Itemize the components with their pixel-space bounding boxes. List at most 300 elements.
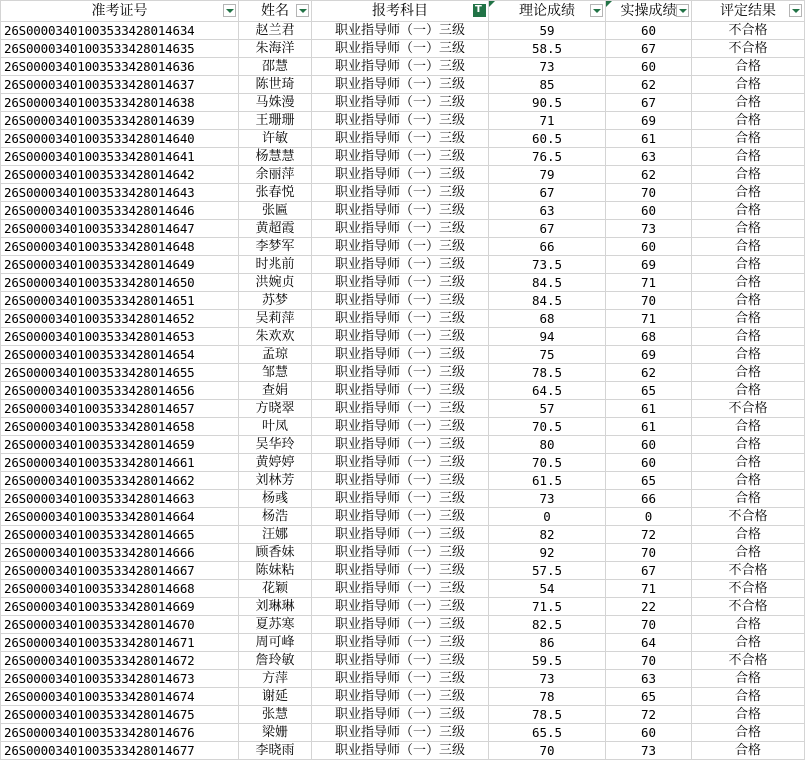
theory-score-cell[interactable]: 67 — [489, 184, 606, 202]
exam-id-cell[interactable]: 26S00003401003533428014667 — [1, 562, 239, 580]
result-cell[interactable]: 不合格 — [692, 598, 805, 616]
exam-id-cell[interactable]: 26S00003401003533428014635 — [1, 40, 239, 58]
result-cell[interactable]: 合格 — [692, 256, 805, 274]
subject-cell[interactable]: 职业指导师（一）三级 — [312, 256, 489, 274]
name-cell[interactable]: 苏梦 — [239, 292, 312, 310]
practice-score-cell[interactable]: 60 — [606, 58, 692, 76]
subject-cell[interactable]: 职业指导师（一）三级 — [312, 166, 489, 184]
name-cell[interactable]: 夏苏寒 — [239, 616, 312, 634]
name-cell[interactable]: 谢延 — [239, 688, 312, 706]
result-cell[interactable]: 不合格 — [692, 562, 805, 580]
subject-cell[interactable]: 职业指导师（一）三级 — [312, 616, 489, 634]
theory-score-cell[interactable]: 73 — [489, 670, 606, 688]
practice-score-cell[interactable]: 71 — [606, 310, 692, 328]
subject-cell[interactable]: 职业指导师（一）三级 — [312, 634, 489, 652]
practice-score-cell[interactable]: 67 — [606, 562, 692, 580]
result-cell[interactable]: 合格 — [692, 688, 805, 706]
theory-score-cell[interactable]: 82.5 — [489, 616, 606, 634]
name-cell[interactable]: 王珊珊 — [239, 112, 312, 130]
result-cell[interactable]: 合格 — [692, 94, 805, 112]
table-row[interactable] — [1, 562, 805, 580]
table-row[interactable] — [1, 526, 805, 544]
name-cell[interactable]: 陈妹粘 — [239, 562, 312, 580]
theory-score-cell[interactable]: 80 — [489, 436, 606, 454]
exam-id-cell[interactable]: 26S00003401003533428014664 — [1, 508, 239, 526]
theory-score-cell[interactable]: 90.5 — [489, 94, 606, 112]
name-cell[interactable]: 周可峰 — [239, 634, 312, 652]
exam-id-cell[interactable]: 26S00003401003533428014639 — [1, 112, 239, 130]
name-cell[interactable]: 张春悦 — [239, 184, 312, 202]
theory-score-cell[interactable]: 68 — [489, 310, 606, 328]
name-cell[interactable]: 花颖 — [239, 580, 312, 598]
subject-cell[interactable]: 职业指导师（一）三级 — [312, 364, 489, 382]
theory-score-cell[interactable]: 79 — [489, 166, 606, 184]
exam-id-cell[interactable]: 26S00003401003533428014669 — [1, 598, 239, 616]
subject-cell[interactable]: 职业指导师（一）三级 — [312, 706, 489, 724]
practice-score-cell[interactable]: 61 — [606, 400, 692, 418]
practice-score-cell[interactable]: 60 — [606, 22, 692, 40]
theory-score-cell[interactable]: 59.5 — [489, 652, 606, 670]
name-cell[interactable]: 詹玲敏 — [239, 652, 312, 670]
result-cell[interactable]: 合格 — [692, 526, 805, 544]
header-subject[interactable] — [312, 1, 489, 22]
name-cell[interactable]: 杨浩 — [239, 508, 312, 526]
table-row[interactable] — [1, 490, 805, 508]
result-cell[interactable]: 合格 — [692, 364, 805, 382]
practice-score-cell[interactable]: 60 — [606, 202, 692, 220]
name-cell[interactable]: 顾香妹 — [239, 544, 312, 562]
subject-cell[interactable]: 职业指导师（一）三级 — [312, 580, 489, 598]
practice-score-cell[interactable]: 60 — [606, 436, 692, 454]
result-cell[interactable]: 合格 — [692, 436, 805, 454]
table-row[interactable] — [1, 274, 805, 292]
theory-score-cell[interactable]: 66 — [489, 238, 606, 256]
result-cell[interactable]: 合格 — [692, 454, 805, 472]
table-row[interactable] — [1, 58, 805, 76]
practice-score-cell[interactable]: 65 — [606, 382, 692, 400]
subject-cell[interactable]: 职业指导师（一）三级 — [312, 526, 489, 544]
exam-id-cell[interactable]: 26S00003401003533428014666 — [1, 544, 239, 562]
theory-score-cell[interactable]: 78.5 — [489, 706, 606, 724]
exam-id-cell[interactable]: 26S00003401003533428014672 — [1, 652, 239, 670]
subject-cell[interactable]: 职业指导师（一）三级 — [312, 346, 489, 364]
result-cell[interactable]: 合格 — [692, 670, 805, 688]
exam-id-cell[interactable]: 26S00003401003533428014654 — [1, 346, 239, 364]
subject-cell[interactable]: 职业指导师（一）三级 — [312, 436, 489, 454]
practice-score-cell[interactable]: 71 — [606, 580, 692, 598]
subject-cell[interactable]: 职业指导师（一）三级 — [312, 310, 489, 328]
subject-cell[interactable]: 职业指导师（一）三级 — [312, 490, 489, 508]
table-row[interactable] — [1, 724, 805, 742]
name-cell[interactable]: 张慧 — [239, 706, 312, 724]
table-row[interactable] — [1, 130, 805, 148]
subject-cell[interactable]: 职业指导师（一）三级 — [312, 112, 489, 130]
subject-cell[interactable]: 职业指导师（一）三级 — [312, 508, 489, 526]
table-row[interactable] — [1, 634, 805, 652]
exam-id-cell[interactable]: 26S00003401003533428014671 — [1, 634, 239, 652]
name-cell[interactable]: 朱欢欢 — [239, 328, 312, 346]
result-cell[interactable]: 合格 — [692, 58, 805, 76]
result-cell[interactable]: 合格 — [692, 202, 805, 220]
result-cell[interactable]: 合格 — [692, 634, 805, 652]
exam-id-cell[interactable]: 26S00003401003533428014674 — [1, 688, 239, 706]
theory-score-cell[interactable]: 60.5 — [489, 130, 606, 148]
exam-id-cell[interactable]: 26S00003401003533428014638 — [1, 94, 239, 112]
name-cell[interactable]: 刘琳琳 — [239, 598, 312, 616]
name-cell[interactable]: 吴莉萍 — [239, 310, 312, 328]
practice-score-cell[interactable]: 70 — [606, 652, 692, 670]
exam-id-cell[interactable]: 26S00003401003533428014646 — [1, 202, 239, 220]
practice-score-cell[interactable]: 73 — [606, 742, 692, 760]
practice-score-cell[interactable]: 72 — [606, 706, 692, 724]
result-cell[interactable]: 合格 — [692, 76, 805, 94]
practice-score-cell[interactable]: 66 — [606, 490, 692, 508]
name-cell[interactable]: 孟琼 — [239, 346, 312, 364]
subject-cell[interactable]: 职业指导师（一）三级 — [312, 598, 489, 616]
practice-score-cell[interactable]: 63 — [606, 670, 692, 688]
exam-id-cell[interactable]: 26S00003401003533428014677 — [1, 742, 239, 760]
header-practice[interactable] — [606, 1, 692, 22]
table-row[interactable] — [1, 220, 805, 238]
exam-id-cell[interactable]: 26S00003401003533428014642 — [1, 166, 239, 184]
result-cell[interactable]: 合格 — [692, 238, 805, 256]
table-row[interactable] — [1, 22, 805, 40]
theory-score-cell[interactable]: 61.5 — [489, 472, 606, 490]
header-result[interactable] — [692, 1, 805, 22]
theory-score-cell[interactable]: 64.5 — [489, 382, 606, 400]
practice-score-cell[interactable]: 62 — [606, 76, 692, 94]
practice-score-cell[interactable]: 22 — [606, 598, 692, 616]
subject-cell[interactable]: 职业指导师（一）三级 — [312, 22, 489, 40]
subject-cell[interactable]: 职业指导师（一）三级 — [312, 184, 489, 202]
theory-score-cell[interactable]: 57.5 — [489, 562, 606, 580]
name-cell[interactable]: 查娟 — [239, 382, 312, 400]
subject-cell[interactable]: 职业指导师（一）三级 — [312, 652, 489, 670]
name-cell[interactable]: 马姝漫 — [239, 94, 312, 112]
subject-cell[interactable]: 职业指导师（一）三级 — [312, 292, 489, 310]
exam-id-cell[interactable]: 26S00003401003533428014634 — [1, 22, 239, 40]
table-row[interactable] — [1, 184, 805, 202]
practice-score-cell[interactable]: 60 — [606, 454, 692, 472]
practice-score-cell[interactable]: 67 — [606, 40, 692, 58]
subject-cell[interactable]: 职业指导师（一）三级 — [312, 130, 489, 148]
result-cell[interactable]: 合格 — [692, 274, 805, 292]
filter-active-icon[interactable]: T — [473, 4, 486, 17]
subject-cell[interactable]: 职业指导师（一）三级 — [312, 454, 489, 472]
result-cell[interactable]: 合格 — [692, 418, 805, 436]
exam-id-cell[interactable]: 26S00003401003533428014643 — [1, 184, 239, 202]
table-row[interactable] — [1, 418, 805, 436]
practice-score-cell[interactable]: 64 — [606, 634, 692, 652]
name-cell[interactable]: 黄超霞 — [239, 220, 312, 238]
exam-id-cell[interactable]: 26S00003401003533428014647 — [1, 220, 239, 238]
result-cell[interactable]: 不合格 — [692, 580, 805, 598]
practice-score-cell[interactable]: 60 — [606, 724, 692, 742]
practice-score-cell[interactable]: 70 — [606, 184, 692, 202]
theory-score-cell[interactable]: 67 — [489, 220, 606, 238]
theory-score-cell[interactable]: 70.5 — [489, 418, 606, 436]
subject-cell[interactable]: 职业指导师（一）三级 — [312, 40, 489, 58]
practice-score-cell[interactable]: 70 — [606, 616, 692, 634]
subject-cell[interactable]: 职业指导师（一）三级 — [312, 418, 489, 436]
name-cell[interactable]: 黄婷婷 — [239, 454, 312, 472]
theory-score-cell[interactable]: 54 — [489, 580, 606, 598]
exam-id-cell[interactable]: 26S00003401003533428014652 — [1, 310, 239, 328]
subject-cell[interactable]: 职业指导师（一）三级 — [312, 148, 489, 166]
result-cell[interactable]: 不合格 — [692, 40, 805, 58]
theory-score-cell[interactable]: 73.5 — [489, 256, 606, 274]
result-cell[interactable]: 合格 — [692, 490, 805, 508]
theory-score-cell[interactable]: 71.5 — [489, 598, 606, 616]
subject-cell[interactable]: 职业指导师（一）三级 — [312, 400, 489, 418]
subject-cell[interactable]: 职业指导师（一）三级 — [312, 94, 489, 112]
practice-score-cell[interactable]: 63 — [606, 148, 692, 166]
result-cell[interactable]: 合格 — [692, 310, 805, 328]
theory-score-cell[interactable]: 73 — [489, 490, 606, 508]
theory-score-cell[interactable]: 94 — [489, 328, 606, 346]
result-cell[interactable]: 合格 — [692, 184, 805, 202]
subject-cell[interactable]: 职业指导师（一）三级 — [312, 382, 489, 400]
practice-score-cell[interactable]: 69 — [606, 256, 692, 274]
subject-cell[interactable]: 职业指导师（一）三级 — [312, 544, 489, 562]
exam-id-cell[interactable]: 26S00003401003533428014656 — [1, 382, 239, 400]
table-row[interactable] — [1, 454, 805, 472]
theory-score-cell[interactable]: 78 — [489, 688, 606, 706]
result-cell[interactable]: 合格 — [692, 706, 805, 724]
exam-id-cell[interactable]: 26S00003401003533428014657 — [1, 400, 239, 418]
table-row[interactable] — [1, 148, 805, 166]
theory-score-cell[interactable]: 63 — [489, 202, 606, 220]
practice-score-cell[interactable]: 69 — [606, 112, 692, 130]
practice-score-cell[interactable]: 73 — [606, 220, 692, 238]
theory-score-cell[interactable]: 92 — [489, 544, 606, 562]
chevron-down-icon[interactable] — [296, 4, 309, 17]
exam-id-cell[interactable]: 26S00003401003533428014653 — [1, 328, 239, 346]
result-cell[interactable]: 合格 — [692, 472, 805, 490]
result-cell[interactable]: 合格 — [692, 742, 805, 760]
subject-cell[interactable]: 职业指导师（一）三级 — [312, 220, 489, 238]
theory-score-cell[interactable]: 70.5 — [489, 454, 606, 472]
name-cell[interactable]: 朱海洋 — [239, 40, 312, 58]
table-row[interactable] — [1, 436, 805, 454]
exam-id-cell[interactable]: 26S00003401003533428014650 — [1, 274, 239, 292]
theory-score-cell[interactable]: 84.5 — [489, 274, 606, 292]
exam-id-cell[interactable]: 26S00003401003533428014648 — [1, 238, 239, 256]
exam-id-cell[interactable]: 26S00003401003533428014662 — [1, 472, 239, 490]
theory-score-cell[interactable]: 57 — [489, 400, 606, 418]
name-cell[interactable]: 杨彧 — [239, 490, 312, 508]
table-row[interactable] — [1, 202, 805, 220]
result-cell[interactable]: 合格 — [692, 346, 805, 364]
theory-score-cell[interactable]: 65.5 — [489, 724, 606, 742]
name-cell[interactable]: 陈世琦 — [239, 76, 312, 94]
practice-score-cell[interactable]: 71 — [606, 274, 692, 292]
exam-id-cell[interactable]: 26S00003401003533428014658 — [1, 418, 239, 436]
theory-score-cell[interactable]: 85 — [489, 76, 606, 94]
exam-id-cell[interactable]: 26S00003401003533428014675 — [1, 706, 239, 724]
name-cell[interactable]: 邹慧 — [239, 364, 312, 382]
name-cell[interactable]: 赵兰君 — [239, 22, 312, 40]
practice-score-cell[interactable]: 65 — [606, 688, 692, 706]
table-row[interactable] — [1, 166, 805, 184]
name-cell[interactable]: 汪娜 — [239, 526, 312, 544]
theory-score-cell[interactable]: 70 — [489, 742, 606, 760]
result-cell[interactable]: 合格 — [692, 382, 805, 400]
table-row[interactable] — [1, 382, 805, 400]
result-cell[interactable]: 合格 — [692, 544, 805, 562]
practice-score-cell[interactable]: 61 — [606, 418, 692, 436]
practice-score-cell[interactable]: 70 — [606, 292, 692, 310]
exam-id-cell[interactable]: 26S00003401003533428014651 — [1, 292, 239, 310]
table-row[interactable] — [1, 652, 805, 670]
table-row[interactable] — [1, 580, 805, 598]
subject-cell[interactable]: 职业指导师（一）三级 — [312, 76, 489, 94]
exam-id-cell[interactable]: 26S00003401003533428014661 — [1, 454, 239, 472]
result-cell[interactable]: 合格 — [692, 130, 805, 148]
subject-cell[interactable]: 职业指导师（一）三级 — [312, 58, 489, 76]
name-cell[interactable]: 叶凤 — [239, 418, 312, 436]
practice-score-cell[interactable]: 65 — [606, 472, 692, 490]
practice-score-cell[interactable]: 72 — [606, 526, 692, 544]
subject-cell[interactable]: 职业指导师（一）三级 — [312, 688, 489, 706]
practice-score-cell[interactable]: 69 — [606, 346, 692, 364]
exam-id-cell[interactable]: 26S00003401003533428014676 — [1, 724, 239, 742]
name-cell[interactable]: 杨慧慧 — [239, 148, 312, 166]
exam-id-cell[interactable]: 26S00003401003533428014673 — [1, 670, 239, 688]
subject-cell[interactable]: 职业指导师（一）三级 — [312, 724, 489, 742]
result-cell[interactable]: 合格 — [692, 220, 805, 238]
practice-score-cell[interactable]: 62 — [606, 166, 692, 184]
table-row[interactable] — [1, 256, 805, 274]
name-cell[interactable]: 吴华玲 — [239, 436, 312, 454]
practice-score-cell[interactable]: 0 — [606, 508, 692, 526]
subject-cell[interactable]: 职业指导师（一）三级 — [312, 238, 489, 256]
header-name[interactable] — [239, 1, 312, 22]
table-row[interactable] — [1, 346, 805, 364]
table-row[interactable] — [1, 688, 805, 706]
theory-score-cell[interactable]: 71 — [489, 112, 606, 130]
exam-id-cell[interactable]: 26S00003401003533428014670 — [1, 616, 239, 634]
theory-score-cell[interactable]: 86 — [489, 634, 606, 652]
subject-cell[interactable]: 职业指导师（一）三级 — [312, 202, 489, 220]
exam-id-cell[interactable]: 26S00003401003533428014640 — [1, 130, 239, 148]
chevron-down-icon[interactable] — [223, 4, 236, 17]
exam-id-cell[interactable]: 26S00003401003533428014637 — [1, 76, 239, 94]
header-exam-id[interactable] — [1, 1, 239, 22]
result-cell[interactable]: 合格 — [692, 166, 805, 184]
table-row[interactable] — [1, 238, 805, 256]
name-cell[interactable]: 梁姗 — [239, 724, 312, 742]
result-cell[interactable]: 不合格 — [692, 400, 805, 418]
header-row — [1, 1, 805, 22]
table-row[interactable] — [1, 364, 805, 382]
chevron-down-icon[interactable] — [789, 4, 802, 17]
name-cell[interactable]: 邵慧 — [239, 58, 312, 76]
theory-score-cell[interactable]: 59 — [489, 22, 606, 40]
theory-score-cell[interactable]: 0 — [489, 508, 606, 526]
name-cell[interactable]: 方晓翠 — [239, 400, 312, 418]
exam-id-cell[interactable]: 26S00003401003533428014649 — [1, 256, 239, 274]
table-row[interactable] — [1, 544, 805, 562]
subject-cell[interactable]: 职业指导师（一）三级 — [312, 274, 489, 292]
table-row[interactable] — [1, 76, 805, 94]
theory-score-cell[interactable]: 82 — [489, 526, 606, 544]
subject-cell[interactable]: 职业指导师（一）三级 — [312, 742, 489, 760]
subject-cell[interactable]: 职业指导师（一）三级 — [312, 670, 489, 688]
exam-id-cell[interactable]: 26S00003401003533428014665 — [1, 526, 239, 544]
header-theory[interactable] — [489, 1, 606, 22]
theory-score-cell[interactable]: 84.5 — [489, 292, 606, 310]
result-cell[interactable]: 合格 — [692, 112, 805, 130]
table-row[interactable] — [1, 328, 805, 346]
practice-score-cell[interactable]: 70 — [606, 544, 692, 562]
table-row[interactable] — [1, 472, 805, 490]
practice-score-cell[interactable]: 62 — [606, 364, 692, 382]
subject-cell[interactable]: 职业指导师（一）三级 — [312, 562, 489, 580]
name-cell[interactable]: 李梦军 — [239, 238, 312, 256]
table-row[interactable] — [1, 400, 805, 418]
name-cell[interactable]: 李晓雨 — [239, 742, 312, 760]
table-row[interactable] — [1, 598, 805, 616]
result-cell[interactable]: 合格 — [692, 328, 805, 346]
table-row[interactable] — [1, 40, 805, 58]
exam-id-cell[interactable]: 26S00003401003533428014641 — [1, 148, 239, 166]
name-cell[interactable]: 时兆前 — [239, 256, 312, 274]
table-row[interactable] — [1, 508, 805, 526]
result-cell[interactable]: 不合格 — [692, 22, 805, 40]
result-cell[interactable]: 合格 — [692, 148, 805, 166]
practice-score-cell[interactable]: 60 — [606, 238, 692, 256]
result-cell[interactable]: 不合格 — [692, 652, 805, 670]
name-cell[interactable]: 许敏 — [239, 130, 312, 148]
table-row[interactable] — [1, 670, 805, 688]
practice-score-cell[interactable]: 68 — [606, 328, 692, 346]
exam-id-cell[interactable]: 26S00003401003533428014668 — [1, 580, 239, 598]
exam-id-cell[interactable]: 26S00003401003533428014663 — [1, 490, 239, 508]
name-cell[interactable]: 余丽萍 — [239, 166, 312, 184]
result-cell[interactable]: 合格 — [692, 724, 805, 742]
name-cell[interactable]: 张匾 — [239, 202, 312, 220]
table-row[interactable] — [1, 742, 805, 760]
name-cell[interactable]: 刘林芳 — [239, 472, 312, 490]
subject-cell[interactable]: 职业指导师（一）三级 — [312, 328, 489, 346]
exam-id-cell[interactable]: 26S00003401003533428014636 — [1, 58, 239, 76]
table-row[interactable] — [1, 706, 805, 724]
theory-score-cell[interactable]: 78.5 — [489, 364, 606, 382]
table-row[interactable] — [1, 292, 805, 310]
chevron-down-icon[interactable] — [676, 4, 689, 17]
table-row[interactable] — [1, 310, 805, 328]
table-row[interactable] — [1, 94, 805, 112]
result-cell[interactable]: 不合格 — [692, 508, 805, 526]
exam-id-cell[interactable]: 26S00003401003533428014659 — [1, 436, 239, 454]
theory-score-cell[interactable]: 76.5 — [489, 148, 606, 166]
table-row[interactable] — [1, 112, 805, 130]
theory-score-cell[interactable]: 75 — [489, 346, 606, 364]
chevron-down-icon[interactable] — [590, 4, 603, 17]
result-cell[interactable]: 合格 — [692, 292, 805, 310]
table-row[interactable] — [1, 616, 805, 634]
exam-id-cell[interactable]: 26S00003401003533428014655 — [1, 364, 239, 382]
name-cell[interactable]: 方萍 — [239, 670, 312, 688]
theory-score-cell[interactable]: 73 — [489, 58, 606, 76]
practice-score-cell[interactable]: 61 — [606, 130, 692, 148]
name-cell[interactable]: 洪婉贞 — [239, 274, 312, 292]
result-cell[interactable]: 合格 — [692, 616, 805, 634]
theory-score-cell[interactable]: 58.5 — [489, 40, 606, 58]
subject-cell[interactable]: 职业指导师（一）三级 — [312, 472, 489, 490]
practice-score-cell[interactable]: 67 — [606, 94, 692, 112]
